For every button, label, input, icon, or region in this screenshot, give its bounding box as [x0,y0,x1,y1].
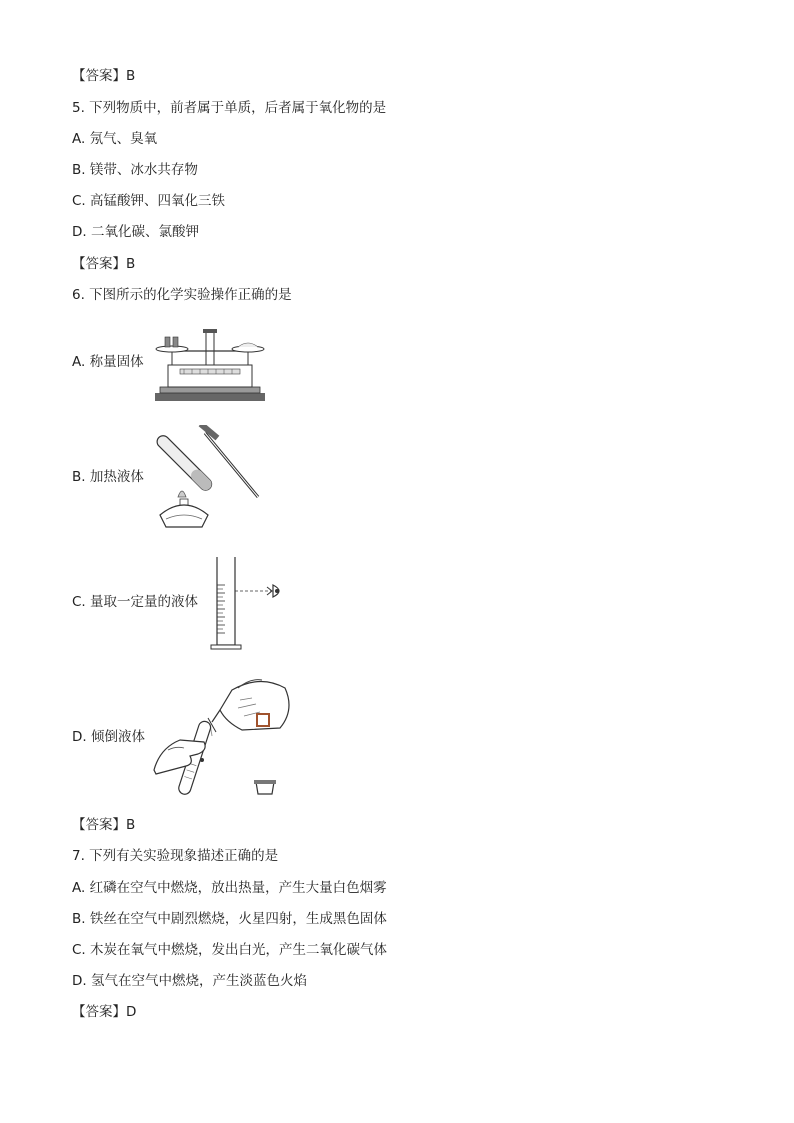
pouring-liquid-figure [150,670,300,802]
answer-q4: 【答案】B [72,68,136,84]
question-7-option-c: C. 木炭在氧气中燃烧，发出白光，产生二氧化碳气体 [72,942,388,958]
question-6-option-c: C. 量取一定量的液体 [72,594,199,610]
question-5-option-c: C. 高锰酸钾、四氧化三铁 [72,193,226,209]
question-5-option-a: A. 氖气、臭氧 [72,131,158,147]
question-7-option-a: A. 红磷在空气中燃烧，放出热量，产生大量白色烟雾 [72,880,387,896]
answer-q7: 【答案】D [72,1004,137,1020]
question-6-option-a: A. 称量固体 [72,354,144,370]
answer-q5: 【答案】B [72,256,136,272]
question-6-option-b: B. 加热液体 [72,469,144,485]
question-7-option-d: D. 氢气在空气中燃烧，产生淡蓝色火焰 [72,973,307,989]
heating-liquid-figure [150,425,265,533]
answer-q6: 【答案】B [72,817,136,833]
balance-scale-figure [150,325,270,405]
question-5-option-b: B. 镁带、冰水共存物 [72,162,198,178]
question-7-option-b: B. 铁丝在空气中剧烈燃烧，火星四射，生成黑色固体 [72,911,387,927]
question-5-stem: 5. 下列物质中，前者属于单质，后者属于氧化物的是 [72,100,387,116]
question-6-option-d: D. 倾倒液体 [72,729,145,745]
question-5-option-d: D. 二氧化碳、氯酸钾 [72,224,199,240]
question-6-stem: 6. 下图所示的化学实验操作正确的是 [72,287,292,303]
question-7-stem: 7. 下列有关实验现象描述正确的是 [72,848,279,864]
graduated-cylinder-figure [205,553,295,655]
